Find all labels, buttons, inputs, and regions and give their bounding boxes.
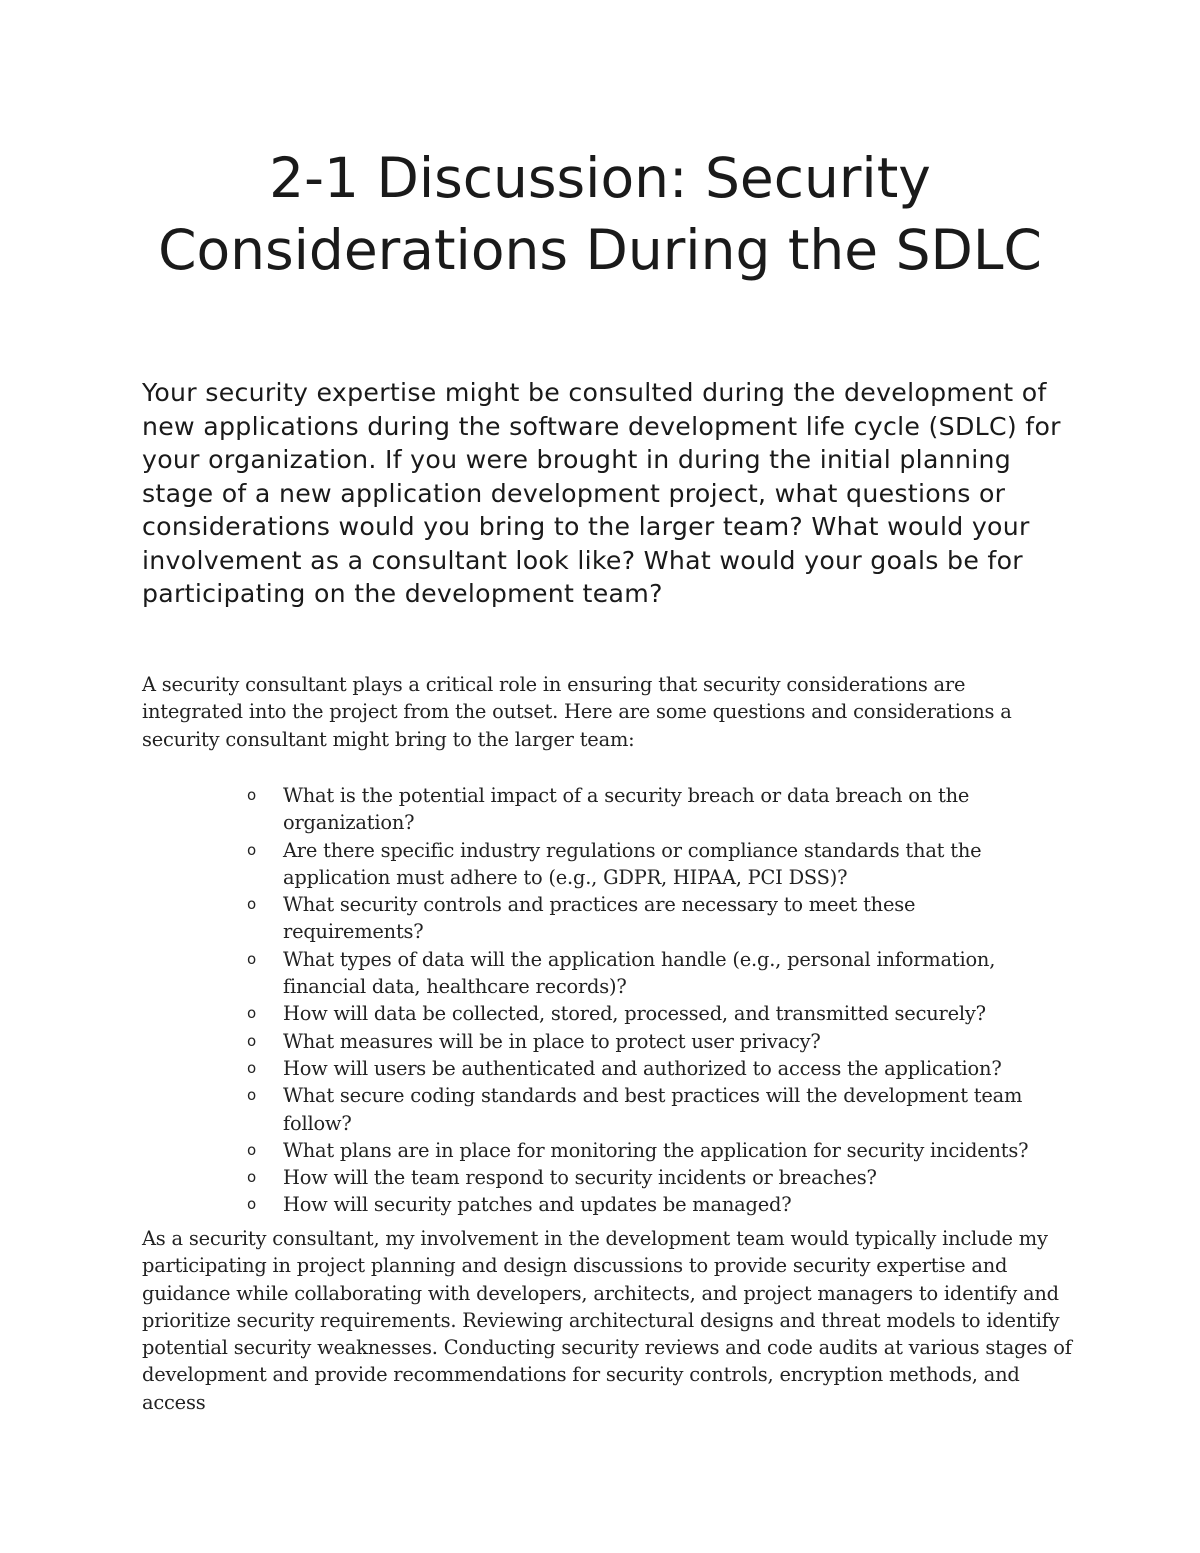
bullet-icon: o [247,1058,256,1077]
bullet-icon: o [247,895,256,914]
bullet-icon: o [247,1031,256,1050]
bullet-icon: o [247,786,256,804]
question-text: How will security patches and updates be managed? [283,1193,792,1217]
list-item [244,1164,1044,1191]
list-item [244,946,1044,1001]
bullet-icon: o [247,949,256,968]
list-item [244,1191,1044,1218]
question-text: What measures will be in place to protect user privacy? [283,1029,821,1053]
question-text: What security controls and practices are necessary to meet these requirements? [283,893,916,944]
bullet-icon: o [247,840,256,859]
involvement-paragraph: As a security consultant, my involvement in the development team would typically include my participating in project planning and design discussions to provide security expertise and guidance while collaborating with developers, architects, and project managers to identify and prioritize security requirements. Reviewing architectural designs and threat models to identify potential security weaknesses. Conducting security reviews and code audits at various stages of development and provide recommendations for security controls, encryption methods, and access [142,1227,1072,1414]
questions-list [244,782,1044,1219]
question-text: How will users be authenticated and authorized to access the application? [283,1056,1002,1080]
list-item [244,1055,1044,1082]
question-text: What secure coding standards and best practices will the development team follow? [283,1084,1023,1135]
question-text: Are there specific industry regulations or compliance standards that the application must adhere to (e.g., GDPR, HIPAA, PCI DSS)? [283,838,982,889]
list-item [244,1000,1044,1027]
discussion-prompt: Your security expertise might be consulted during the development of new applications during the software development life cycle (SDLC) for your organization. If you were brought in during the initial planning stage of a new application development project, what questions or considerations would you bring to the larger team? What would your involvement as a consultant look like? What would your goals be for participating on the development team? [142,378,1061,608]
question-text: How will the team respond to security incidents or breaches? [283,1166,877,1190]
list-item [244,1137,1044,1164]
bullet-icon: o [247,1168,256,1187]
list-item [244,1082,1044,1137]
question-text: What plans are in place for monitoring the application for security incidents? [283,1138,1029,1162]
list-item [244,782,1044,837]
question-text: What types of data will the application handle (e.g., personal information, financial data, healthcare records)? [283,947,996,999]
list-item [244,837,1044,892]
intro-paragraph: A security consultant plays a critical role in ensuring that security considerations are integrated into the project from the outset. Here are some questions and considerations a security consultant might bring to the larger team: [142,673,1012,751]
question-text: How will data be collected, stored, processed, and transmitted securely? [283,1002,986,1026]
list-item [244,891,1044,946]
bullet-icon: o [247,1140,256,1159]
document-title: 2-1 Discussion: Security Considerations During the SDLC [158,146,1042,282]
bullet-icon: o [247,1004,256,1023]
bullet-icon: o [247,1086,256,1105]
list-item [244,1028,1044,1055]
question-text: What is the potential impact of a security breach or data breach on the organization? [283,784,970,835]
bullet-icon: o [247,1195,256,1214]
